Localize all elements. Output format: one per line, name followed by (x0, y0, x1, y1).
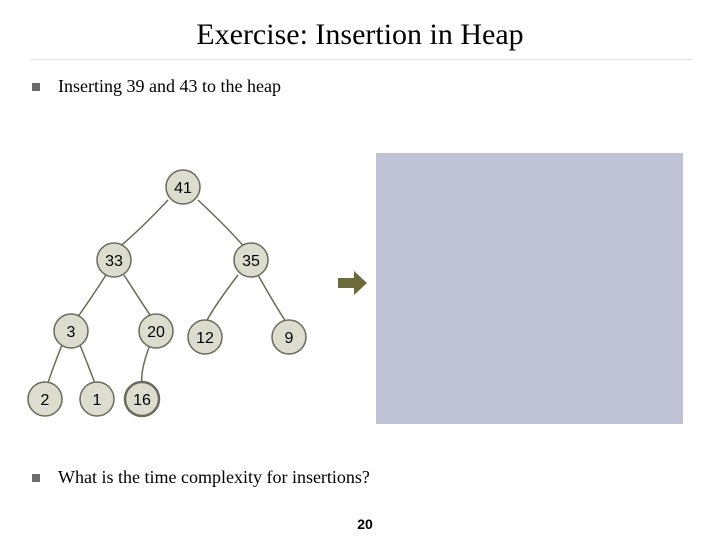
heap-node-12 (188, 320, 222, 354)
heap-node-1 (80, 382, 114, 416)
heap-node-33-label: 33 (105, 253, 123, 270)
bullet-text-1: Inserting 39 and 43 to the heap (58, 76, 281, 96)
heap-node-35 (234, 243, 268, 277)
heap-node-16 (125, 382, 159, 416)
heap-node-9-label: 9 (284, 330, 294, 347)
edge-3-1 (80, 345, 96, 386)
heap-node-41-label: 41 (174, 180, 192, 197)
bullet-item-2 (32, 467, 370, 488)
heap-node-12-label: 12 (196, 330, 214, 347)
right-arrow-icon (338, 270, 368, 296)
edge-20-16 (142, 345, 150, 386)
heap-node-9 (272, 320, 306, 354)
heap-node-35-label: 35 (242, 253, 260, 270)
heap-node-3 (54, 314, 88, 348)
heap-node-2-label: 2 (40, 392, 50, 409)
edge-41-35 (198, 200, 245, 248)
heap-node-1-label: 1 (92, 392, 102, 409)
heap-node-16-label: 16 (133, 392, 151, 409)
edge-35-12 (206, 275, 238, 322)
edge-33-20 (124, 275, 152, 318)
heap-node-2 (28, 382, 62, 416)
heap-node-41 (166, 170, 200, 204)
heap-node-3-label: 3 (66, 324, 76, 341)
answer-panel (376, 153, 683, 424)
edge-3-2 (47, 345, 62, 386)
heap-node-33 (97, 243, 131, 277)
heap-edges (47, 200, 286, 386)
edge-41-33 (118, 200, 168, 248)
edge-35-9 (258, 275, 286, 322)
bullet-text-2: What is the time complexity for insertions? (58, 467, 370, 487)
heap-node-20 (139, 314, 173, 348)
edge-33-3 (77, 275, 106, 318)
slide-title: Exercise: Insertion in Heap (196, 18, 524, 51)
page-number: 20 (357, 516, 373, 532)
heap-node-20-label: 20 (147, 324, 165, 341)
square-bullet-icon (32, 474, 40, 482)
